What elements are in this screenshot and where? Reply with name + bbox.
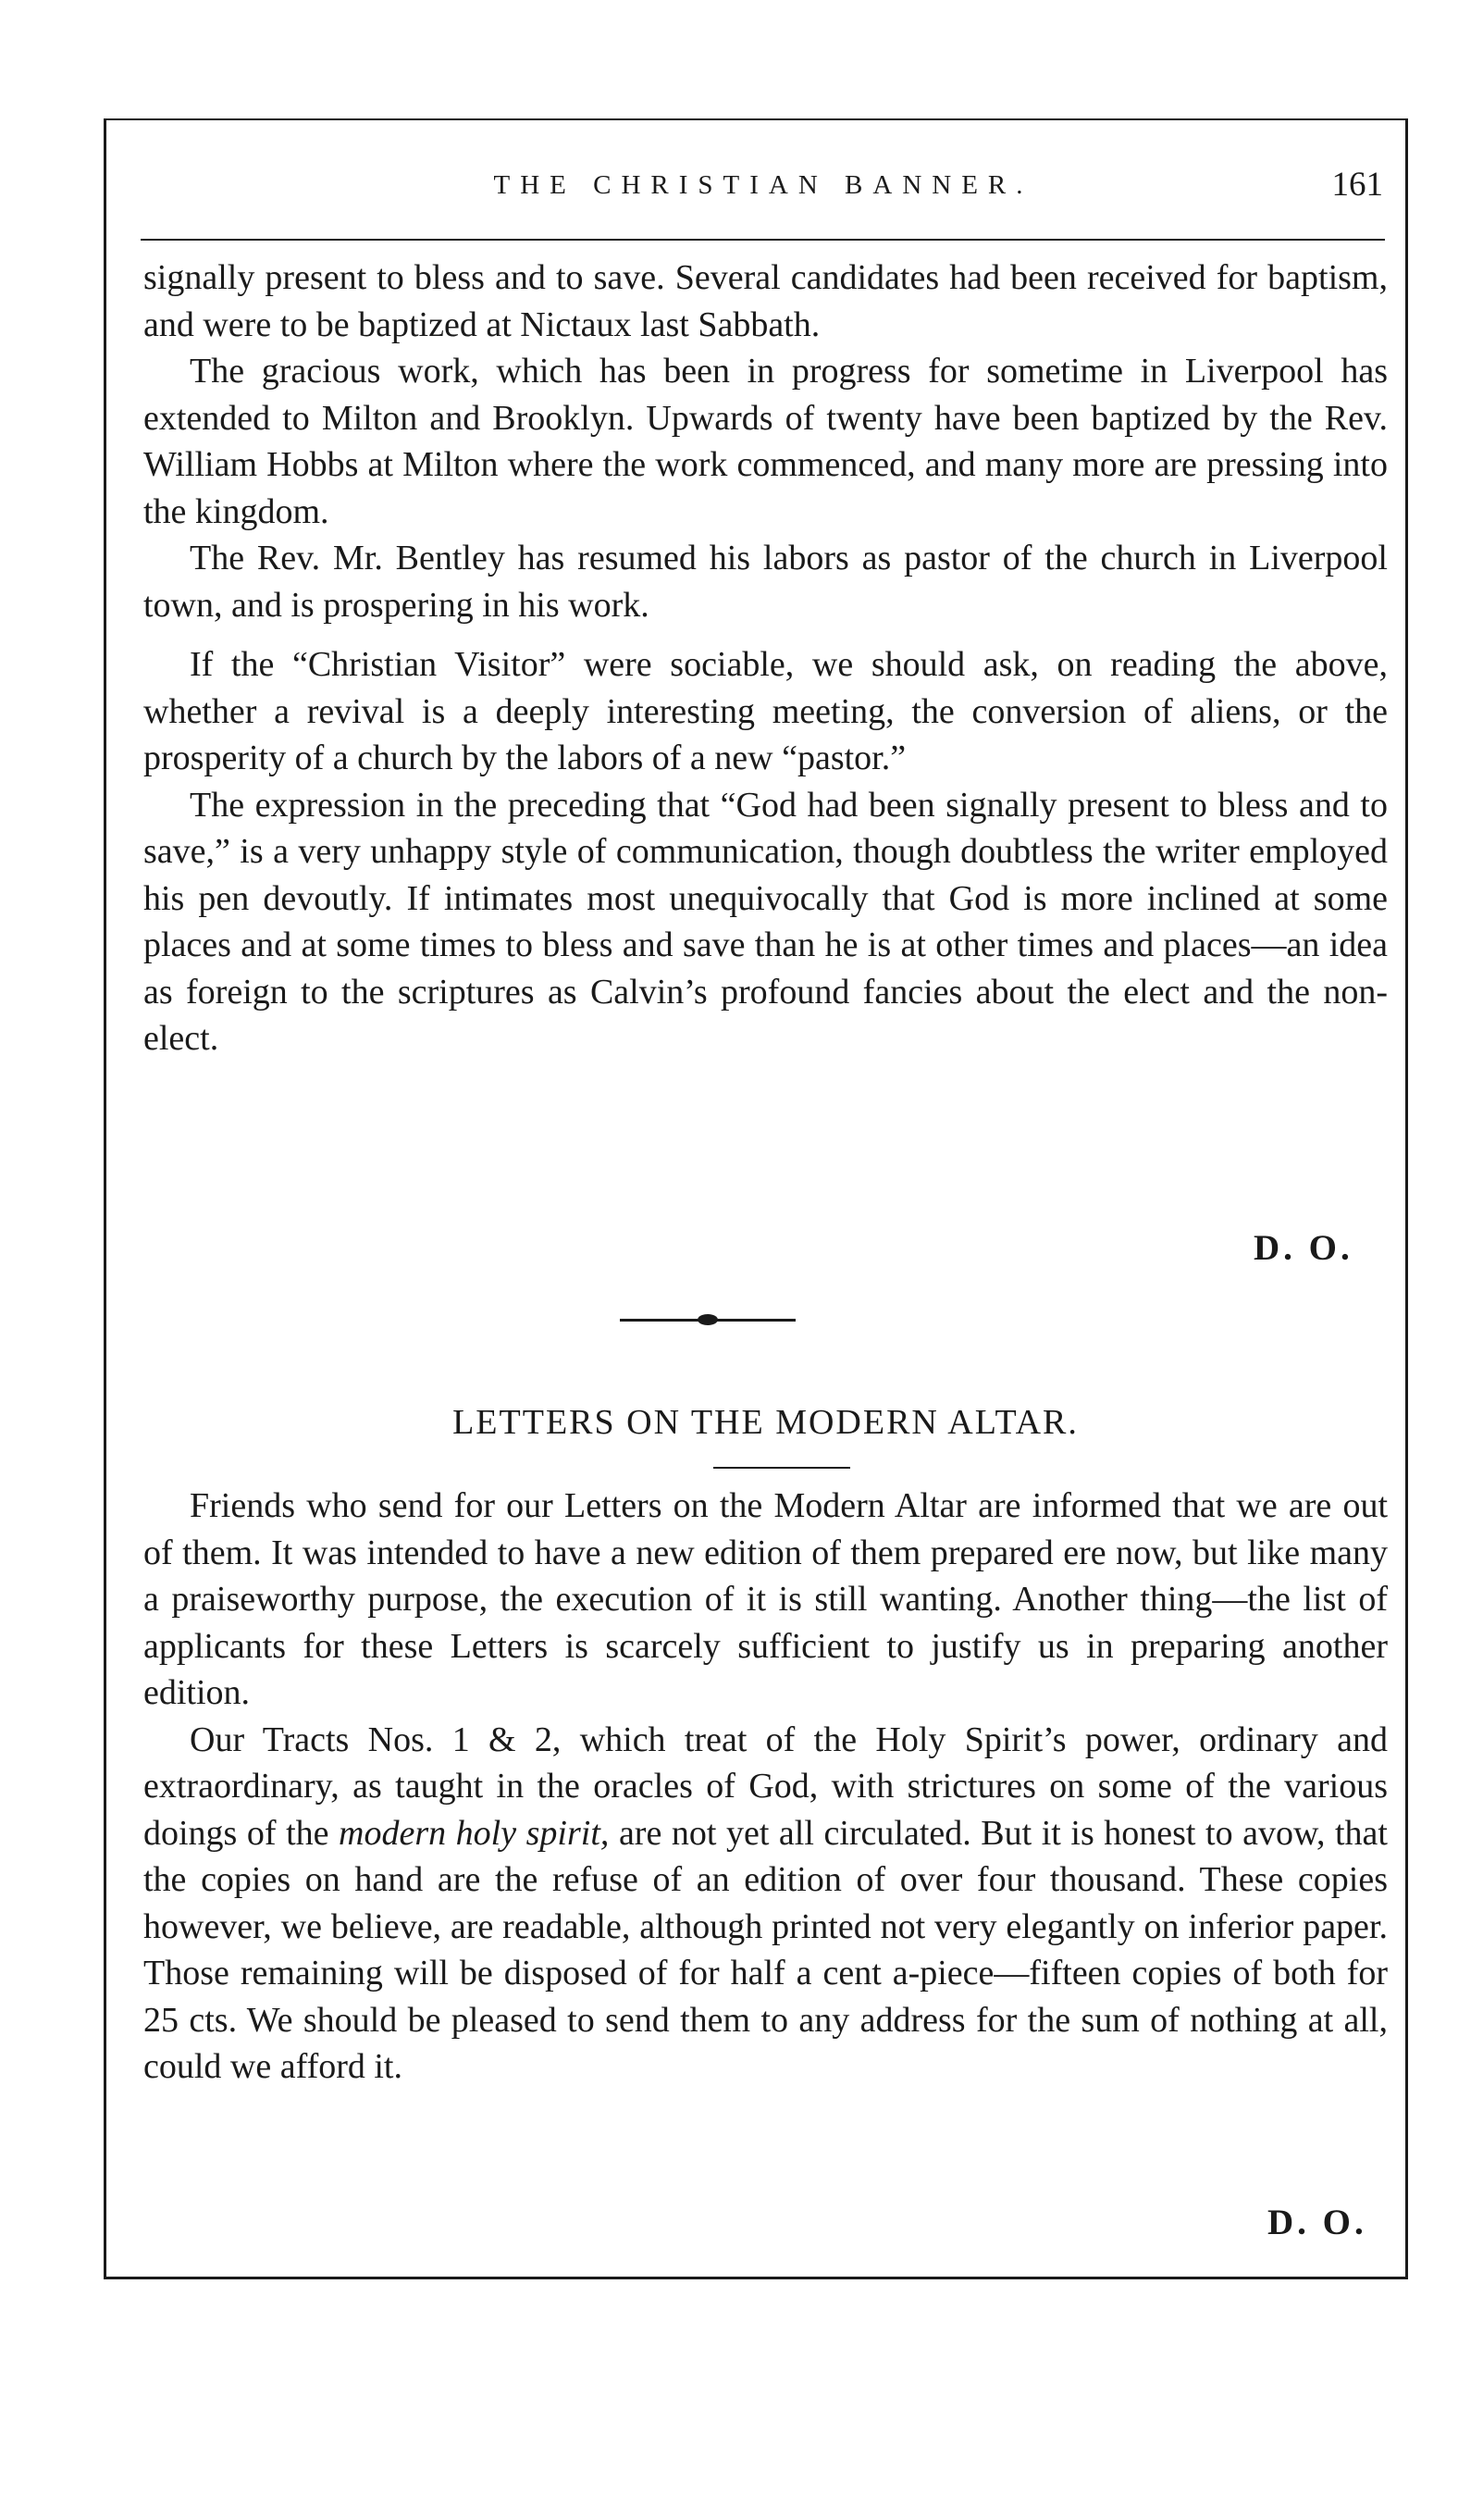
- journal-title: THE CHRISTIAN BANNER.: [493, 170, 1033, 200]
- italic-phrase: modern holy spirit,: [339, 1813, 610, 1853]
- signature: D. O.: [1254, 1228, 1353, 1268]
- paragraph: Friends who send for our Letters on the Modern Altar are informed that we are out of them. It was intended to have a new edition of them prepared ere now, but like many a praiseworthy purpose, the execution of it is still wanting. Another thing—the list of applicants for these Letters is scarcely sufficient to justify us in preparing another edition.: [143, 1486, 1388, 1712]
- running-header: [143, 167, 1383, 222]
- paragraph: If the “Christian Visitor” were sociable, we should ask, on reading the above, whether a revival is a deeply interesting meeting, the conversion of aliens, or the prosperity of a church by the labors of a new “pastor.”: [143, 645, 1388, 777]
- section-divider-ornament: [620, 1313, 796, 1326]
- page-number: 161: [1331, 166, 1383, 204]
- paragraph: signally present to bless and to save. Several candidates had been received for baptism, and were to be baptized at Nictaux last Sabbath.: [143, 258, 1388, 344]
- paragraph: [143, 1717, 1388, 2091]
- paragraph-text: Our Tracts Nos. 1 & 2, which treat of the Holy Spirit’s power, ordinary and extraordinary, as taught in the oracles of God, with strictures on some of the various doings of the: [143, 1719, 1388, 1853]
- divider-dot: [698, 1314, 718, 1325]
- header-rule: [141, 239, 1385, 241]
- article-body-1: [143, 254, 1388, 1062]
- signature: D. O.: [1267, 2203, 1367, 2242]
- paragraph: The expression in the preceding that “God had been signally present to bless and to save,” is a very unhappy style of communication, though doubtless the writer employed his pen devoutly. If intimates most unequivocally that God is more inclined at some places and at some times to bless and save than he is at other times and places—an idea as foreign to the scriptures as Calvin’s profound fancies about the elect and the non-elect.: [143, 785, 1388, 1058]
- paragraph-text: are not yet all circulated. But it is honest to avow, that the copies on hand are the refuse of an edition of over four thousand. These copies however, we believe, are readable, although printed not very elegantly on inferior paper. Those remaining will be disposed of for half a cent a-piece—fifteen copies of both for 25 cts. We should be pleased to send them to any address for the sum of nothing at all, could we afford it.: [143, 1813, 1388, 2086]
- paragraph: The Rev. Mr. Bentley has resumed his labors as pastor of the church in Liverpool town, and is prospering in his work.: [143, 539, 1388, 625]
- title-rule: [713, 1467, 850, 1469]
- article-body-2: [143, 1483, 1388, 2091]
- paragraph: The gracious work, which has been in progress for sometime in Liverpool has extended to Milton and Brooklyn. Upwards of twenty have been baptized by the Rev. William Hobbs at Milton where the work commenced, and many more are pressing into the kingdom.: [143, 352, 1388, 531]
- section-title: LETTERS ON THE MODERN ALTAR.: [452, 1403, 1079, 1442]
